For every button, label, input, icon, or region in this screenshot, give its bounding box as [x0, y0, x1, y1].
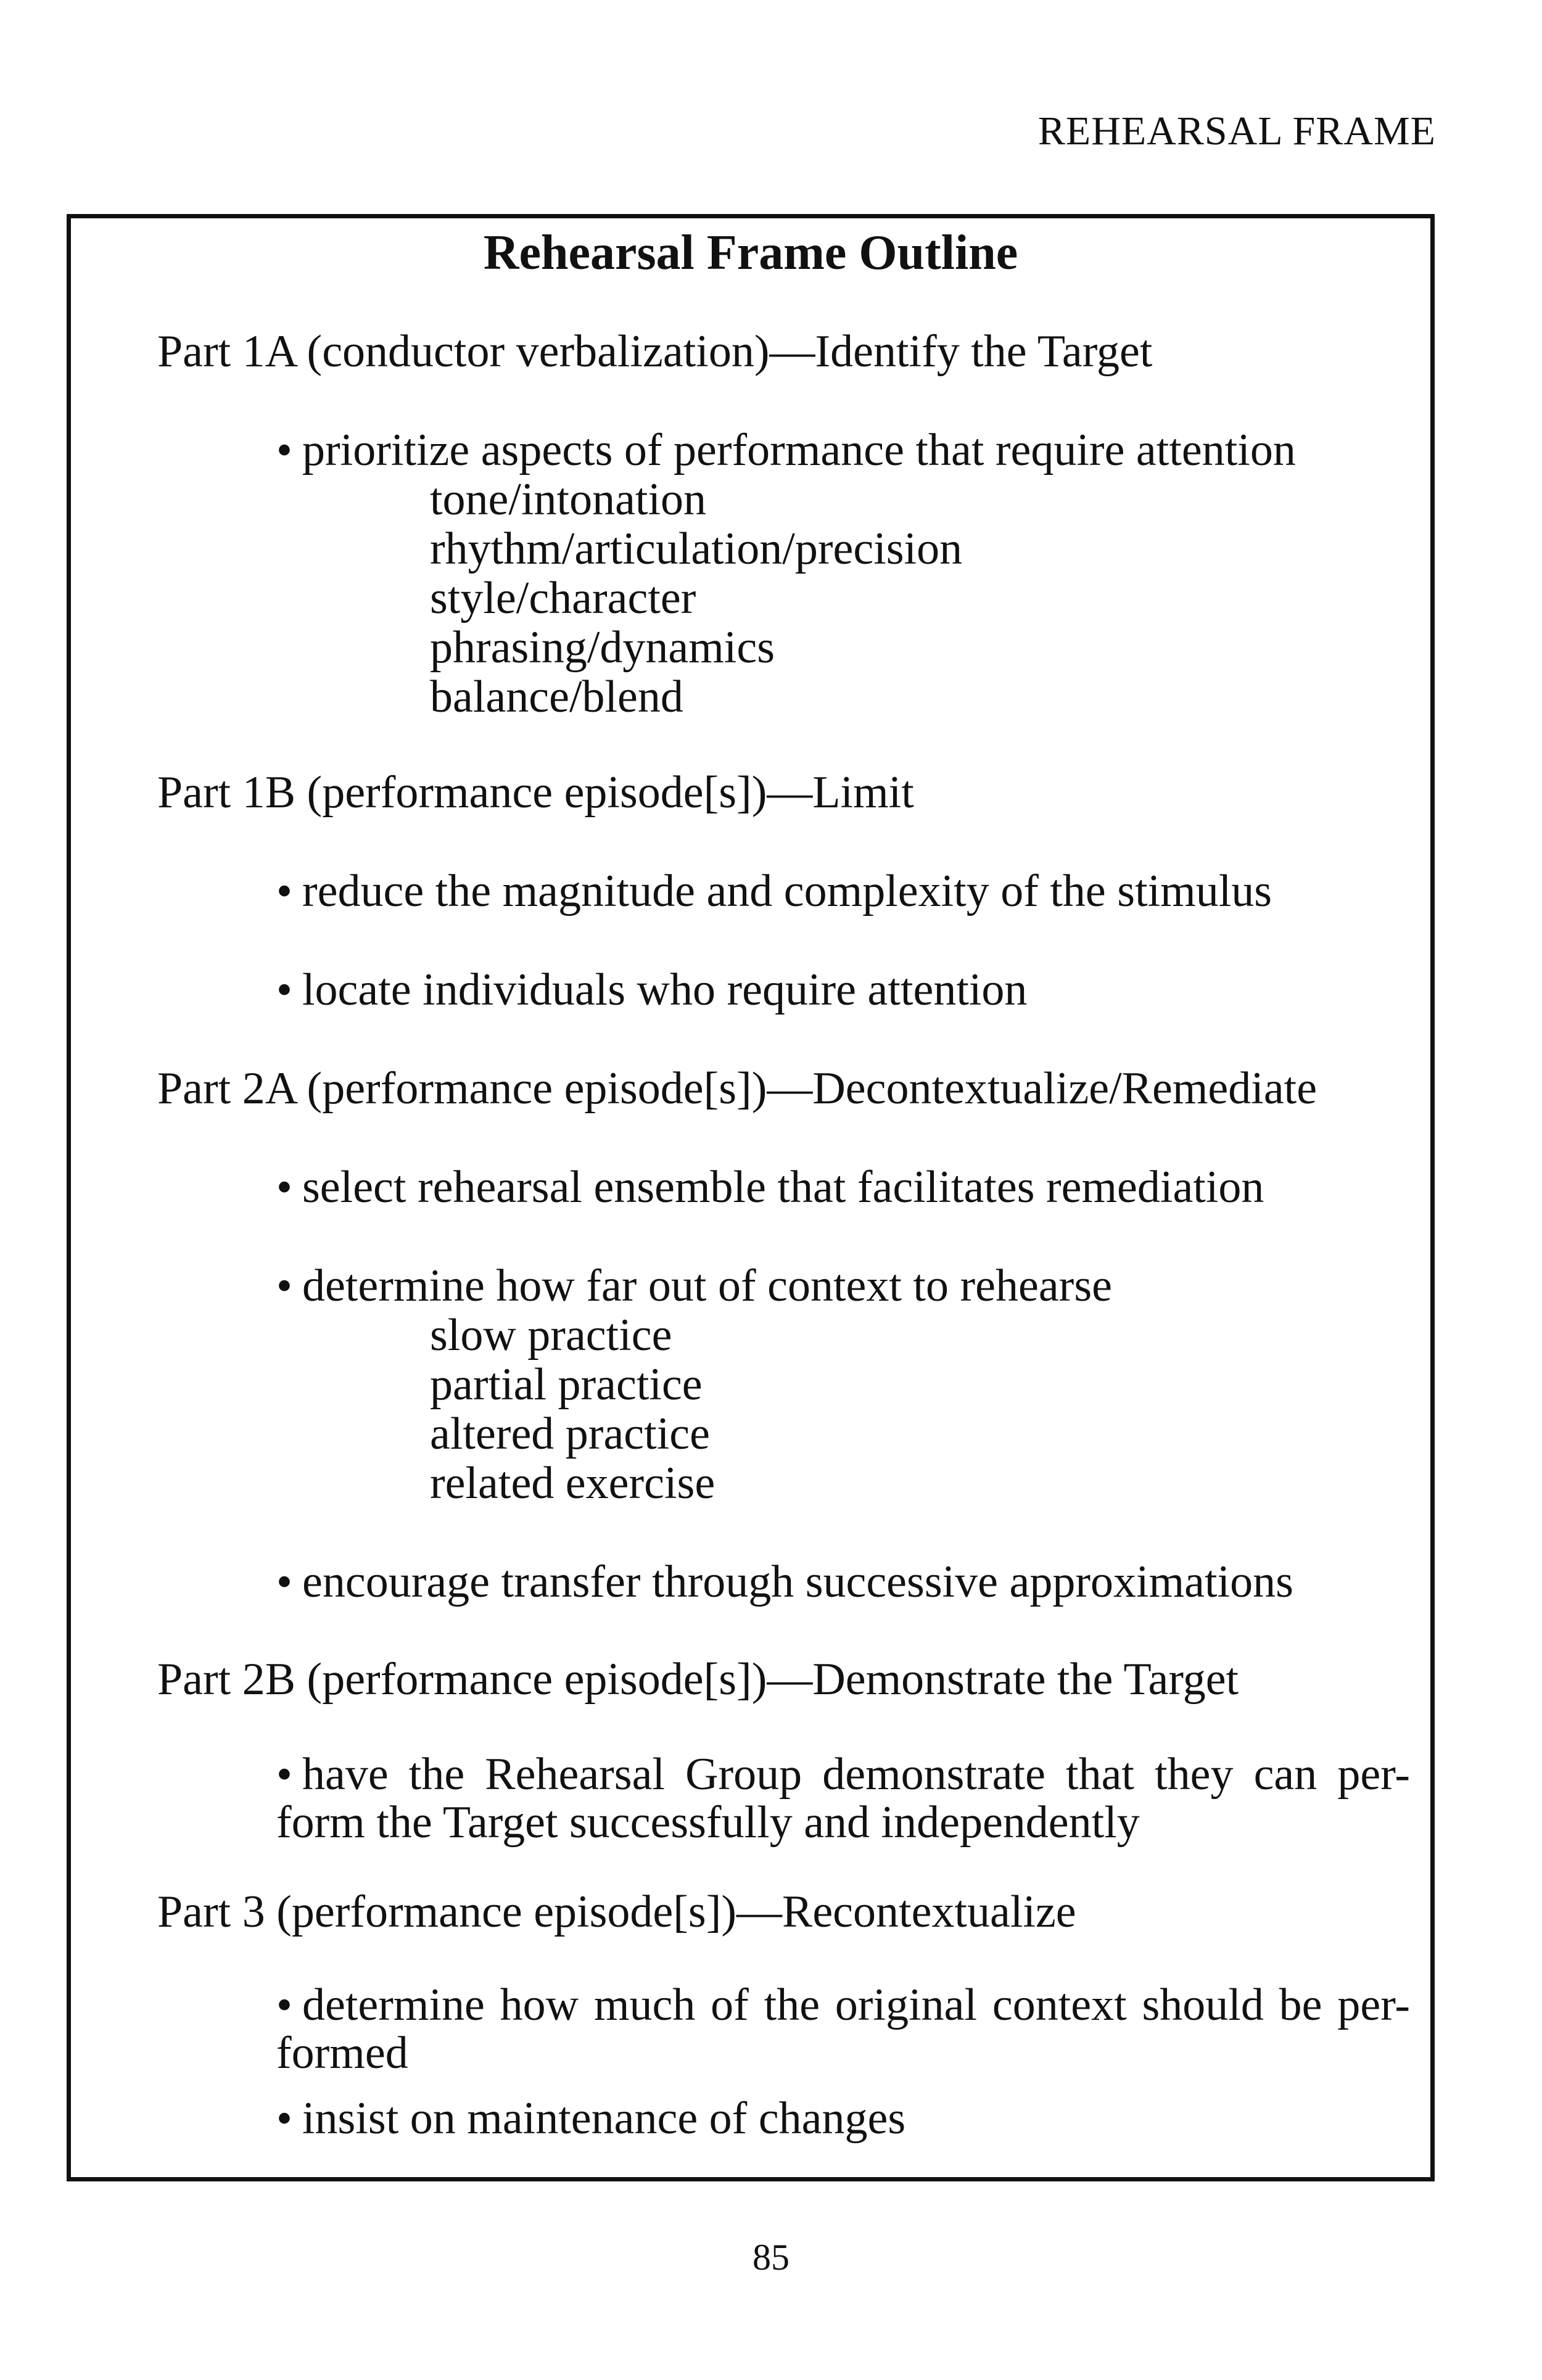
sub-item: phrasing/dynamics	[430, 622, 775, 673]
list-item	[276, 1557, 1293, 1607]
list-item	[276, 867, 1272, 916]
sub-item: tone/intonation	[430, 474, 707, 525]
page-number: 85	[752, 2237, 790, 2278]
outline-title: Rehearsal Frame Outline	[483, 226, 1018, 280]
bullet-icon: •	[276, 1557, 292, 1607]
list-item	[276, 2094, 905, 2143]
list-item-text: insist on maintenance of changes	[302, 2093, 906, 2144]
sub-item: related exercise	[430, 1458, 715, 1509]
part-3-heading: Part 3 (performance episode[s])—Recontextualize	[157, 1887, 1076, 1937]
sub-item: style/character	[430, 573, 696, 624]
bullet-icon: •	[276, 1261, 292, 1311]
part-1b-heading: Part 1B (performance episode[s])—Limit	[157, 767, 914, 818]
list-item-text: encourage transfer through successive approximations	[302, 1557, 1293, 1607]
bullet-icon: •	[276, 425, 292, 476]
running-header: REHEARSAL FRAME	[1037, 109, 1436, 154]
list-item-text: reduce the magnitude and complexity of the stimulus	[302, 866, 1272, 916]
list-item	[276, 1261, 1112, 1311]
sub-item: partial practice	[430, 1359, 703, 1410]
sub-item: rhythm/articulation/precision	[430, 524, 963, 574]
sub-item: balance/blend	[430, 672, 683, 722]
part-2a-heading: Part 2A (performance episode[s])—Decontextualize/Remediate	[157, 1063, 1317, 1114]
bullet-icon: •	[276, 965, 292, 1015]
bullet-icon: •	[276, 1162, 292, 1213]
bullet-icon: •	[276, 1749, 292, 1800]
list-item-text: determine how far out of context to rehearse	[302, 1261, 1112, 1311]
sub-item: slow practice	[430, 1310, 672, 1361]
list-item-text: locate individuals who require attention	[302, 965, 1028, 1015]
sub-item: altered practice	[430, 1409, 710, 1459]
list-item-text: select rehearsal ensemble that facilitates remediation	[302, 1162, 1264, 1213]
list-item-text: determine how much of the original context should be per-formed	[276, 1980, 1410, 2078]
list-item-text: have the Rehearsal Group demonstrate that they can per-form the Target successfully and independently	[276, 1749, 1410, 1848]
part-1a-heading: Part 1A (conductor verbalization)—Identify the Target	[157, 326, 1153, 377]
part-2b-heading: Part 2B (performance episode[s])—Demonstrate the Target	[157, 1654, 1239, 1705]
list-item	[276, 426, 1296, 475]
list-item	[276, 1981, 1410, 2077]
bullet-icon: •	[276, 1980, 292, 2030]
list-item	[276, 1750, 1410, 1847]
bullet-icon: •	[276, 2093, 292, 2144]
list-item	[276, 1163, 1264, 1212]
list-item-text: prioritize aspects of performance that require attention	[302, 425, 1296, 476]
bullet-icon: •	[276, 866, 292, 916]
list-item	[276, 965, 1027, 1015]
